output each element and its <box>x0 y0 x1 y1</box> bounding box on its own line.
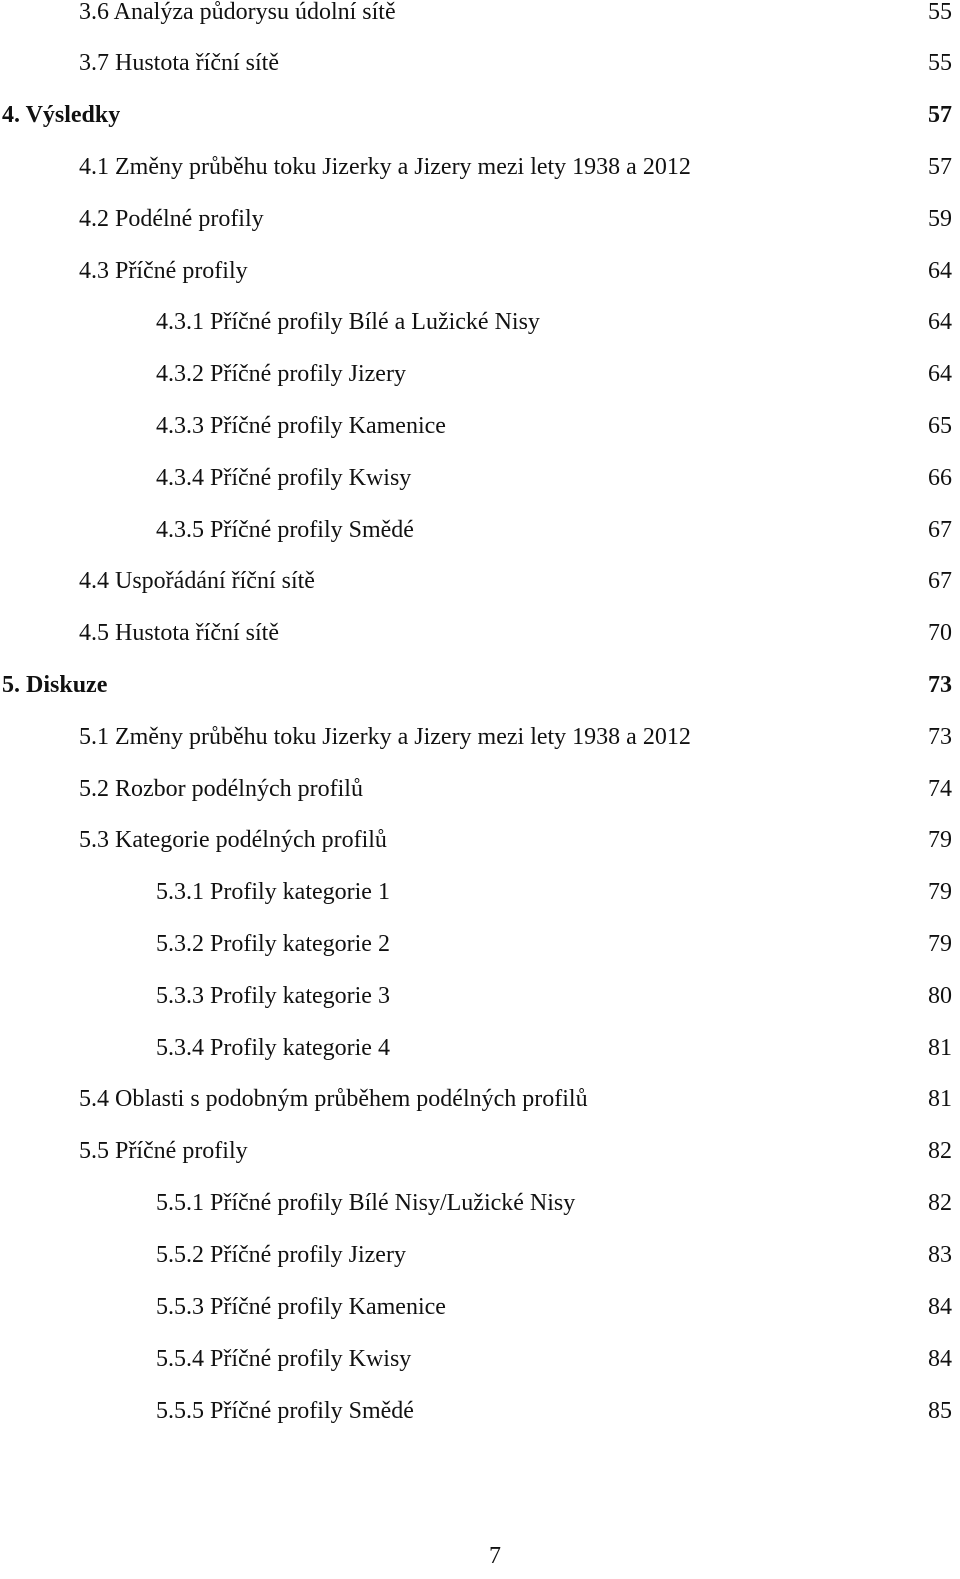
toc-entry-label: 4.3.3 Příčné profily Kamenice <box>156 413 446 439</box>
toc-entry-label: 5.3.3 Profily kategorie 3 <box>156 983 390 1009</box>
toc-entry-label: 5.4 Oblasti s podobným průběhem podélných profilů <box>79 1086 588 1112</box>
toc-entry-page: 73 <box>928 724 952 750</box>
toc-entry-page: 73 <box>928 672 952 698</box>
toc-entry-label: 5.5.2 Příčné profily Jizery <box>156 1242 406 1268</box>
toc-entry[interactable] <box>0 411 960 441</box>
toc-entry-page: 81 <box>928 1035 952 1061</box>
toc-entry[interactable] <box>0 1136 960 1166</box>
page-number: 7 <box>489 1543 501 1569</box>
toc-entry[interactable] <box>0 929 960 959</box>
toc-entry-page: 80 <box>928 983 952 1009</box>
toc-entry[interactable] <box>0 877 960 907</box>
toc-entry-page: 64 <box>928 258 952 284</box>
toc-entry-page: 66 <box>928 465 952 491</box>
toc-entry-page: 64 <box>928 361 952 387</box>
toc-entry-label: 4.5 Hustota říční sítě <box>79 620 279 646</box>
toc-entry-page: 84 <box>928 1294 952 1320</box>
toc-entry-label: 3.7 Hustota říční sítě <box>79 50 279 76</box>
toc-entry-page: 83 <box>928 1242 952 1268</box>
toc-entry-page: 57 <box>928 102 952 128</box>
toc-entry[interactable] <box>0 722 960 752</box>
toc-entry-page: 59 <box>928 206 952 232</box>
toc-entry[interactable] <box>0 1344 960 1374</box>
toc-entry[interactable] <box>0 359 960 389</box>
toc-entry-label: 5.2 Rozbor podélných profilů <box>79 776 363 802</box>
toc-entry-page: 57 <box>928 154 952 180</box>
toc-entry[interactable] <box>0 1033 960 1063</box>
toc-entry-label: 4.3.1 Příčné profily Bílé a Lužické Nisy <box>156 309 540 335</box>
toc-entry[interactable] <box>0 48 960 78</box>
toc-entry-label: 5.3.4 Profily kategorie 4 <box>156 1035 390 1061</box>
toc-entry-page: 67 <box>928 517 952 543</box>
toc-entry-label: 4.3.5 Příčné profily Smědé <box>156 517 414 543</box>
toc-entry[interactable] <box>0 0 960 27</box>
toc-entry-page: 70 <box>928 620 952 646</box>
toc-entry[interactable] <box>0 1396 960 1426</box>
toc-entry-page: 81 <box>928 1086 952 1112</box>
toc-entry[interactable] <box>0 1084 960 1114</box>
toc-entry-page: 65 <box>928 413 952 439</box>
toc-entry-label: 5.5 Příčné profily <box>79 1138 248 1164</box>
toc-entry-label: 4.3.4 Příčné profily Kwisy <box>156 465 412 491</box>
toc-entry[interactable] <box>0 618 960 648</box>
toc-entry[interactable] <box>0 670 960 700</box>
toc-entry-label: 5.5.1 Příčné profily Bílé Nisy/Lužické Nisy <box>156 1190 576 1216</box>
toc-entry-page: 67 <box>928 568 952 594</box>
toc-entry-page: 64 <box>928 309 952 335</box>
toc-entry[interactable] <box>0 515 960 545</box>
toc-entry-page: 84 <box>928 1346 952 1372</box>
toc-entry-label: 4.1 Změny průběhu toku Jizerky a Jizery mezi lety 1938 a 2012 <box>79 154 691 180</box>
toc-entry[interactable] <box>0 1188 960 1218</box>
toc-entry-page: 82 <box>928 1190 952 1216</box>
toc-entry-label: 5.3 Kategorie podélných profilů <box>79 827 387 853</box>
toc-entry[interactable] <box>0 774 960 804</box>
toc-entry-label: 5.3.2 Profily kategorie 2 <box>156 931 390 957</box>
toc-entry[interactable] <box>0 981 960 1011</box>
toc-entry-label: 4.4 Uspořádání říční sítě <box>79 568 315 594</box>
toc-entry-label: 5. Diskuze <box>2 672 108 698</box>
toc-entry[interactable] <box>0 463 960 493</box>
toc-entry-page: 79 <box>928 931 952 957</box>
toc-entry-label: 3.6 Analýza půdorysu údolní sítě <box>79 0 396 25</box>
toc-entry-page: 55 <box>928 50 952 76</box>
toc-entry-label: 5.1 Změny průběhu toku Jizerky a Jizery mezi lety 1938 a 2012 <box>79 724 691 750</box>
toc-entry-label: 4. Výsledky <box>2 102 121 128</box>
toc-entry[interactable] <box>0 152 960 182</box>
toc-entry-page: 55 <box>928 0 952 25</box>
toc-entry[interactable] <box>0 204 960 234</box>
toc-entry-page: 79 <box>928 879 952 905</box>
toc-entry[interactable] <box>0 256 960 286</box>
toc-entry-label: 5.3.1 Profily kategorie 1 <box>156 879 390 905</box>
toc-entry[interactable] <box>0 1240 960 1270</box>
toc-entry-label: 5.5.4 Příčné profily Kwisy <box>156 1346 412 1372</box>
toc-entry-label: 4.3.2 Příčné profily Jizery <box>156 361 406 387</box>
toc-entry[interactable] <box>0 566 960 596</box>
toc-entry[interactable] <box>0 1292 960 1322</box>
toc-entry-page: 82 <box>928 1138 952 1164</box>
toc-entry[interactable] <box>0 825 960 855</box>
toc-entry-label: 4.2 Podélné profily <box>79 206 264 232</box>
toc-entry-label: 5.5.3 Příčné profily Kamenice <box>156 1294 446 1320</box>
toc-entry-label: 4.3 Příčné profily <box>79 258 248 284</box>
toc-entry-page: 79 <box>928 827 952 853</box>
toc-entry-label: 5.5.5 Příčné profily Smědé <box>156 1398 414 1424</box>
toc-entry[interactable] <box>0 307 960 337</box>
toc-entry[interactable] <box>0 100 960 130</box>
toc-entry-page: 74 <box>928 776 952 802</box>
toc-entry-page: 85 <box>928 1398 952 1424</box>
